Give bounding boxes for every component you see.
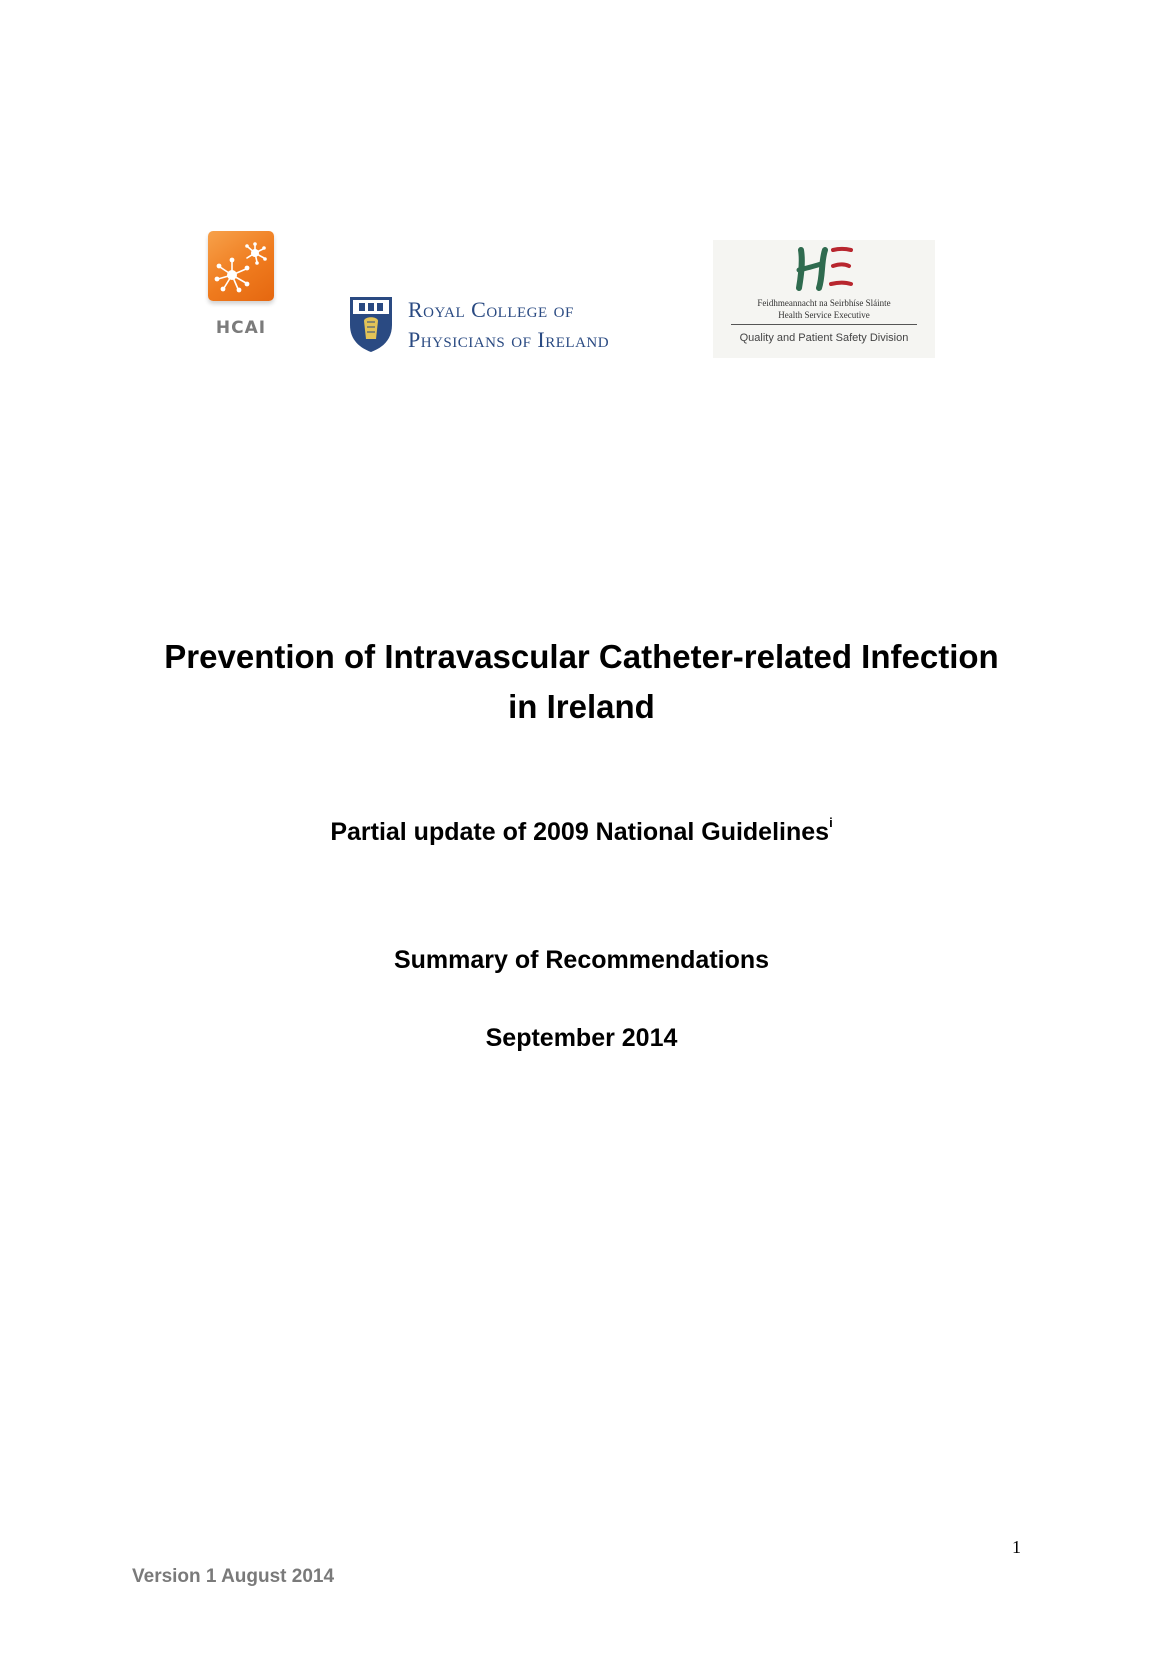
rcpi-crest-icon <box>348 295 394 353</box>
footer-version: Version 1 August 2014 <box>132 1566 335 1587</box>
document-title <box>100 632 1063 732</box>
rcpi-name-line1: Royal College of <box>408 297 574 322</box>
hse-english-name: Health Service Executive <box>778 310 870 320</box>
hse-divider <box>731 324 917 325</box>
title-line-2: in Ireland <box>508 688 655 725</box>
hse-mark-icon <box>793 244 855 294</box>
title-line-1: Prevention of Intravascular Catheter-related Infection <box>164 638 999 675</box>
hcai-label: HCAI <box>215 318 267 338</box>
rcpi-logo <box>348 293 708 359</box>
hse-logo <box>713 240 935 358</box>
page-number: 1 <box>1012 1537 1021 1557</box>
document-date: September 2014 <box>485 1024 678 1052</box>
hcai-logo <box>196 228 286 348</box>
hse-division-name: Quality and Patient Safety Division <box>739 332 909 344</box>
summary-heading: Summary of Recommendations <box>393 946 770 974</box>
rcpi-name-line2: Physicians of Ireland <box>408 327 610 352</box>
hse-irish-name: Feidhmeannacht na Seirbhíse Sláinte <box>757 298 891 308</box>
footnote-marker: i <box>829 814 833 830</box>
subtitle-text: Partial update of 2009 National Guidelines <box>330 818 830 846</box>
document-subtitle <box>100 814 1063 847</box>
hcai-burst-icon <box>208 231 274 301</box>
